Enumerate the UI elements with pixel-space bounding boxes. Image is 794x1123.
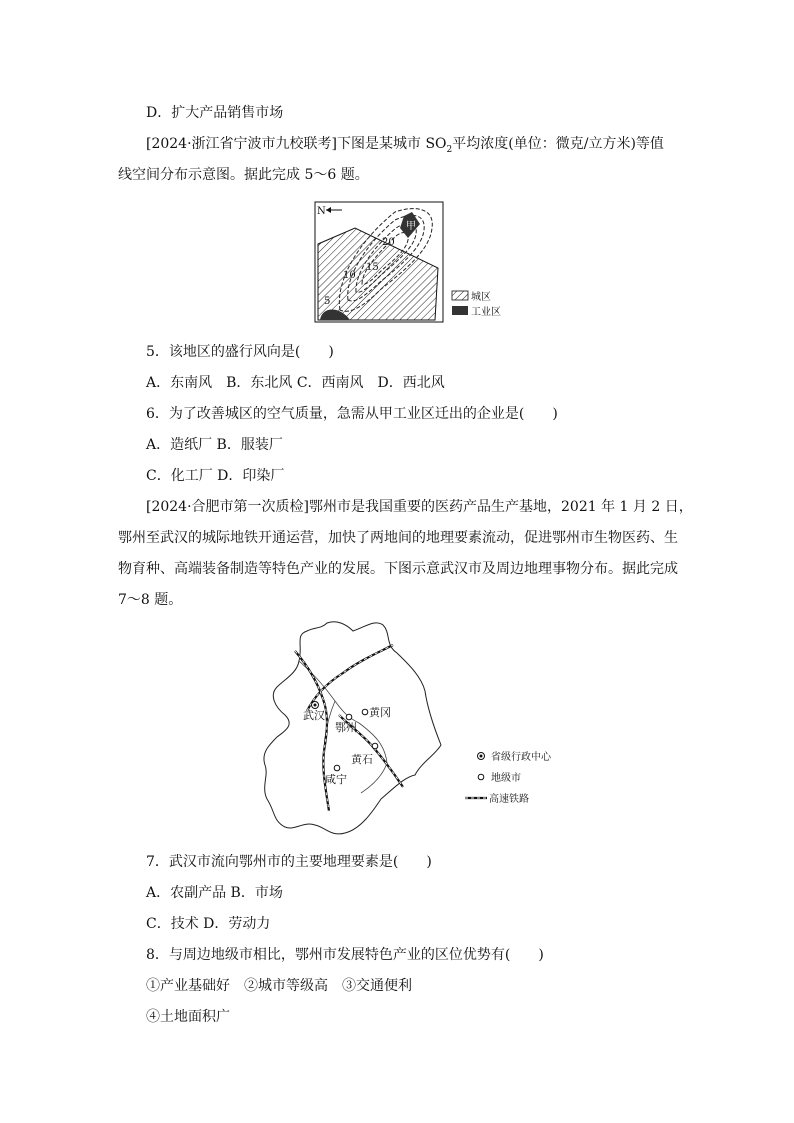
city-label-huangshi: 黄石 — [351, 753, 373, 766]
q7-options-2: C．技术 D．劳动力 — [146, 916, 271, 932]
intro-passage-1-line-1 — [146, 135, 664, 159]
city-label-ezhou: 鄂州 — [335, 721, 357, 734]
legend-industrial-label: 工业区 — [471, 307, 501, 318]
huangshi-city-icon — [372, 743, 378, 749]
city-label-xianning: 咸宁 — [325, 773, 347, 786]
q6-options-2: C．化工厂 D．印染厂 — [146, 468, 285, 484]
contour-label-20: 20 — [382, 237, 395, 248]
q5-options: A．东南风 B．东北风 C．西南风 D．西北风 — [146, 375, 445, 391]
q8-items-1: ①产业基础好 ②城市等级高 ③交通便利 — [146, 978, 412, 994]
intro-passage-2-line-3: 物育种、高端装备制造等特色产业的发展。下图示意武汉市及周边地理事物分布。据此完成 — [118, 561, 678, 577]
intro-passage-2-line-2: 鄂州至武汉的城际地铁开通运营，加快了两地间的地理要素流动，促进鄂州市生物医药、生 — [118, 530, 678, 546]
xianning-city-icon — [334, 765, 340, 771]
legend-industrial-swatch — [452, 306, 468, 315]
site-label-jia: 甲 — [406, 221, 416, 232]
q7-options-1: A．农副产品 B．市场 — [146, 885, 283, 901]
wuhan-region-map — [255, 615, 565, 840]
legend-prefecture-label: 地级市 — [491, 773, 521, 784]
contour-label-5: 5 — [324, 296, 331, 307]
q8-stem: 8．与周边地级市相比，鄂州市发展特色产业的区位优势有( ) — [146, 947, 544, 963]
ezhou-city-icon — [346, 714, 352, 720]
contour-label-15: 15 — [366, 262, 379, 273]
intro-passage-2-line-4: 7～8 题。 — [118, 592, 183, 608]
q4-option-d: D．扩大产品销售市场 — [146, 105, 284, 121]
q7-stem: 7．武汉市流向鄂州市的主要地理要素是( ) — [146, 854, 432, 870]
q8-items-2: ④土地面积广 — [146, 1009, 230, 1025]
intro-passage-1-line-1a: [2024·浙江省宁波市九校联考]下图是某城市 SO — [146, 136, 447, 152]
north-label: N — [317, 206, 326, 217]
so2-contour-figure — [300, 200, 515, 328]
contour-label-10: 10 — [343, 270, 356, 281]
q5-stem: 5．该地区的盛行风向是( ) — [146, 344, 334, 360]
so2-subscript: 2 — [446, 144, 453, 155]
legend-prefecture-icon — [478, 774, 484, 780]
intro-passage-1-line-1b: 平均浓度(单位：微克/立方米)等值 — [452, 136, 664, 152]
huanggang-city-icon — [362, 709, 368, 715]
legend-urban-label: 城区 — [471, 292, 491, 303]
intro-passage-1-line-2: 线空间分布示意图。据此完成 5～6 题。 — [118, 167, 369, 183]
q6-options-1: A．造纸厂 B．服装厂 — [146, 437, 283, 453]
city-label-wuhan: 武汉 — [303, 709, 325, 722]
intro-passage-2-line-1: [2024·合肥市第一次质检]鄂州市是我国重要的医药产品生产基地，2021 年 1 月 2 日， — [146, 499, 693, 515]
legend-urban-swatch — [452, 291, 468, 300]
q6-stem: 6．为了改善城区的空气质量，急需从甲工业区迁出的企业是( ) — [146, 406, 558, 422]
city-label-huanggang: 黄冈 — [369, 706, 391, 719]
legend-railway-label: 高速铁路 — [489, 794, 529, 805]
legend-provincial-label: 省级行政中心 — [491, 752, 551, 763]
